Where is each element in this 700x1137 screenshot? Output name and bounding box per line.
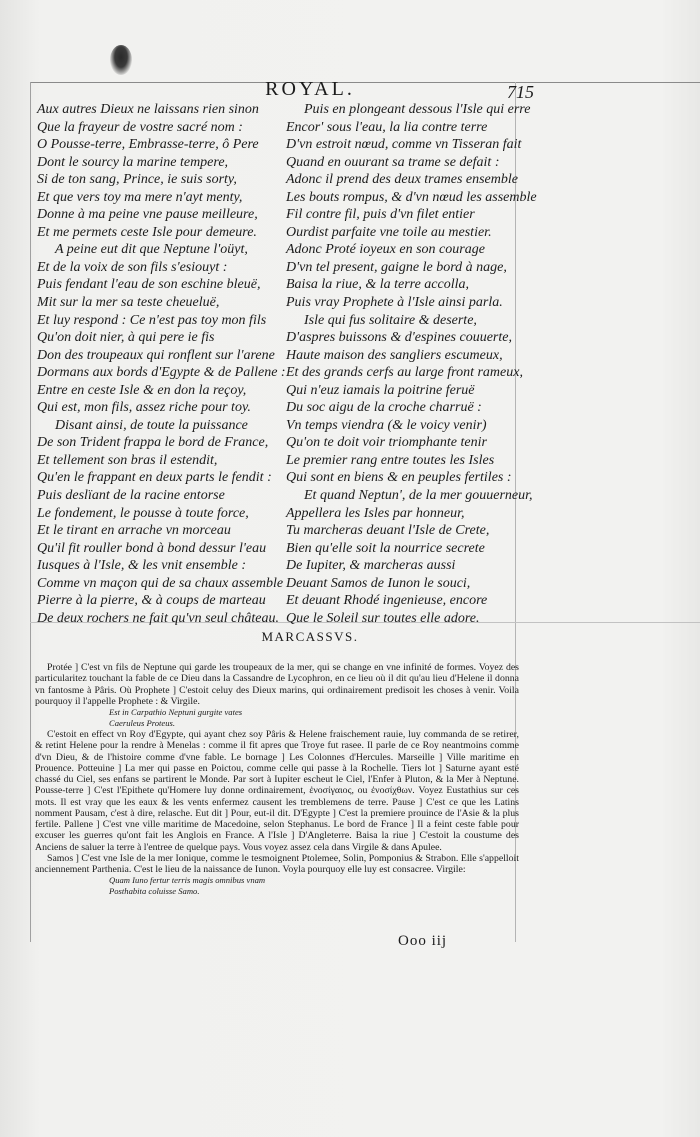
- verse-line: De deux rochers ne fait qu'vn seul château.: [37, 610, 279, 626]
- verse-line: Haute maison des sangliers escumeux,: [286, 347, 503, 363]
- latin-quotation: Quam Iuno fertur terris magis omnibus vnam: [109, 875, 266, 886]
- verse-line: Et luy respond : Ce n'est pas toy mon fils: [37, 312, 267, 328]
- verse-line: Adonc il prend des deux trames ensemble: [286, 172, 518, 188]
- verse-line: Le premier rang entre toutes les Isles: [286, 452, 495, 468]
- verse-line: D'vn tel present, gaigne le bord à nage,: [286, 259, 507, 275]
- verse-line: Si de ton sang, Prince, ie suis sorty,: [37, 172, 237, 188]
- verse-line: Mit sur la mer sa teste cheueluë,: [37, 295, 220, 311]
- verse-line: Deuant Samos de Iunon le souci,: [286, 575, 471, 591]
- commentary-paragraph: C'estoit en effect vn Roy d'Egypte, qui ayant chez soy Pâris & Helene fraischement rauie, luy commanda de se retirer, & retint Helene pour la rendre à Menelas : comme il fit apres que Troye fut rasee. Il parle de ce Roy neantmoins comme d'vn Dieu, & de l'histoire comme d'vne fable. Le bornage ] Les Colonnes d'Hercules. Marseille ] Ville maritime en Prouence. Potteuine ] La mer qui passe en Poictou, comme celle qui passe à la Rochelle. Tiers lot ] Saturne ayant esté chassé du Ciel, ses enfans se partirent le Monde. Par sort à Iupiter escheut le Ciel, l'Enfer à Pluton, & la Mer à Neptune. Pousse-terre ] C'est l'Epithete qu'Homere luy donne ordinairement, ἐνοσίγαιος, ou ἐνοσίχθων. Voyez Eustathius sur ces mots. Il est vray que les eaux & les vents enfermez causent les tremblemens de terre. Pause ] C'est ce que les Latins nomment Pausam, c'est à dire, relasche. Eut dit ] Pour, eut-il dit. D'Egypte ] C'est la premiere prouince de l'Asie & la plus fertile. Pallene ] C'est vne ville maritime de Macedoine, selon Stephanus. Le bord de France ] Il a feint ceste fable pour excuser les guerres qu'ont fait les Anglois en France. A l'Isle ] D'Angleterre. Baisa la riue ] C'estoit la coustume des Anciens de saluer la terre à l'entree de quelque pays. Vous voyez assez cela dans Virgile & dans Apulee.: [35, 729, 519, 853]
- verse-line: Qui est, mon fils, assez riche pour toy.: [37, 400, 251, 416]
- verse-line: Quand en ouurant sa trame se defait :: [286, 154, 500, 170]
- verse-line: O Pousse-terre, Embrasse-terre, ô Pere: [37, 137, 259, 153]
- verse-line: Comme vn maçon qui de sa chaux assemble: [37, 575, 284, 591]
- verse-line: Don des troupeaux qui ronflent sur l'arene: [37, 347, 275, 363]
- verse-line: Isle qui fus solitaire & deserte,: [304, 312, 477, 328]
- verse-line: Que la frayeur de vostre sacré nom :: [37, 119, 243, 135]
- verse-line: Du soc aigu de la croche charruë :: [286, 400, 482, 416]
- verse-line: Encor' sous l'eau, la lia contre terre: [286, 119, 488, 135]
- verse-line: Les bouts rompus, & d'vn nœud les assemble: [286, 189, 537, 205]
- verse-line: Iusques à l'Isle, & les vnit ensemble :: [37, 558, 247, 574]
- verse-line: Et le tirant en arrache vn morceau: [37, 523, 231, 539]
- verse-line: Dormans aux bords d'Egypte & de Pallene :: [37, 365, 286, 381]
- verse-line: D'aspres buissons & d'espines couuerte,: [286, 330, 512, 346]
- verse-line: Qu'en le frappant en deux parts le fendit :: [37, 470, 272, 486]
- ink-stain: [110, 45, 132, 75]
- verse-line: Qu'on doit nier, à qui pere ie fis: [37, 330, 215, 346]
- verse-line: Que le Soleil sur toutes elle adore.: [286, 610, 480, 626]
- verse-line: Bien qu'elle soit la nourrice secrete: [286, 540, 485, 556]
- verse-line: Et me permets ceste Isle pour demeure.: [37, 224, 257, 240]
- verse-line: Puis vray Prophete à l'Isle ainsi parla.: [286, 295, 503, 311]
- verse-line: De Iupiter, & marcheras aussi: [286, 558, 456, 574]
- verse-line: Donne à ma peine vne pause meilleure,: [37, 207, 258, 223]
- signature-mark: Ooo iij: [398, 933, 448, 949]
- verse-column-right: [286, 101, 537, 627]
- verse-column-left: [37, 101, 286, 627]
- verse-line: Ourdist parfaite vne toile au mestier.: [286, 224, 492, 240]
- commentary-notes: [35, 662, 519, 897]
- verse-line: Pierre à la pierre, & à coups de marteau: [37, 593, 266, 609]
- verse-line: Entre en ceste Isle & en don la reçoy,: [37, 382, 247, 398]
- verse-line: Baisa la riue, & la terre accolla,: [286, 277, 470, 293]
- verse-line: Et tellement son bras il estendit,: [37, 452, 218, 468]
- verse-line: Et deuant Rhodé ingenieuse, encore: [286, 593, 488, 609]
- verse-line: Aux autres Dieux ne laissans rien sinon: [37, 102, 259, 117]
- verse-line: Vn temps viendra (& le voicy venir): [286, 417, 487, 433]
- latin-quotation: Posthabita coluisse Samo.: [109, 886, 200, 897]
- verse-line: Et que vers toy ma mere n'ayt menty,: [37, 189, 243, 205]
- verse-line: Disant ainsi, de toute la puissance: [55, 417, 248, 433]
- verse-line: Qui sont en biens & en peuples fertiles :: [286, 470, 512, 486]
- verse-line: Adonc Proté ioyeux en son courage: [286, 242, 485, 258]
- verse-line: Et de la voix de son fils s'esiouyt :: [37, 259, 228, 275]
- latin-quotation: Caeruleus Proteus.: [109, 718, 176, 728]
- verse-line: Tu marcheras deuant l'Isle de Crete,: [286, 523, 490, 539]
- verse-line: Appellera les Isles par honneur,: [286, 505, 465, 521]
- running-head: ROYAL.: [265, 78, 355, 100]
- latin-quotation: Est in Carpathio Neptuni gurgite vates: [109, 707, 243, 717]
- commentary-paragraph: Samos ] C'est vne Isle de la mer Ionique, comme le tesmoignent Ptolemee, Solin, Pomponius & Strabon. Elle s'appelloit anciennement Parthenia. C'est le lieu de la naissance de Iunon. Voyla pourquoy elle luy est consacree. Virgile:: [35, 852, 519, 875]
- page-number: 715: [507, 82, 534, 102]
- commentary-paragraph: Protée ] C'est vn fils de Neptune qui garde les troupeaux de la mer, qui se change en vne infinité de formes. Voyez des particularitez touchant la fable de ce Dieu dans la Cassandre de Lycophron, en ce lieu où il dit qu'au lieu d'Helene il donna vn fantosme à Pâris. Où Prophete ] C'estoit celuy des Dieux marins, qui ordinairement predisoit les choses à venir. Voila pourquoy il l'appelle Prophete : & Virgile.: [35, 662, 519, 707]
- verse-line: Le fondement, le pousse à toute force,: [37, 505, 249, 521]
- verse-line: Qu'on te doit voir triomphante tenir: [286, 435, 487, 451]
- verse-line: Puis en plongeant dessous l'Isle qui erre: [304, 102, 531, 117]
- verse-line: Et quand Neptun', de la mer gouuerneur,: [304, 488, 533, 504]
- verse-line: Puis deslïant de la racine entorse: [37, 488, 225, 504]
- verse-line: Et des grands cerfs au large front rameux,: [286, 365, 523, 381]
- commentary-title: MARCASSVS.: [261, 629, 359, 644]
- left-margin-rule: [30, 82, 31, 942]
- verse-line: De son Trident frappa le bord de France,: [37, 435, 269, 451]
- verse-line: Fil contre fil, puis d'vn filet entier: [286, 207, 475, 223]
- verse-line: Qu'il fit rouller bond à bond dessur l'eau: [37, 540, 267, 556]
- verse-line: Qui n'euz iamais la poitrine feruë: [286, 382, 475, 398]
- verse-line: Dont le sourcy la marine tempere,: [37, 154, 229, 170]
- verse-line: Puis fendant l'eau de son eschine bleuë,: [37, 277, 261, 293]
- verse-line: D'vn estroit nœud, comme vn Tisseran fait: [286, 137, 522, 153]
- verse-line: A peine eut dit que Neptune l'oüyt,: [55, 242, 248, 258]
